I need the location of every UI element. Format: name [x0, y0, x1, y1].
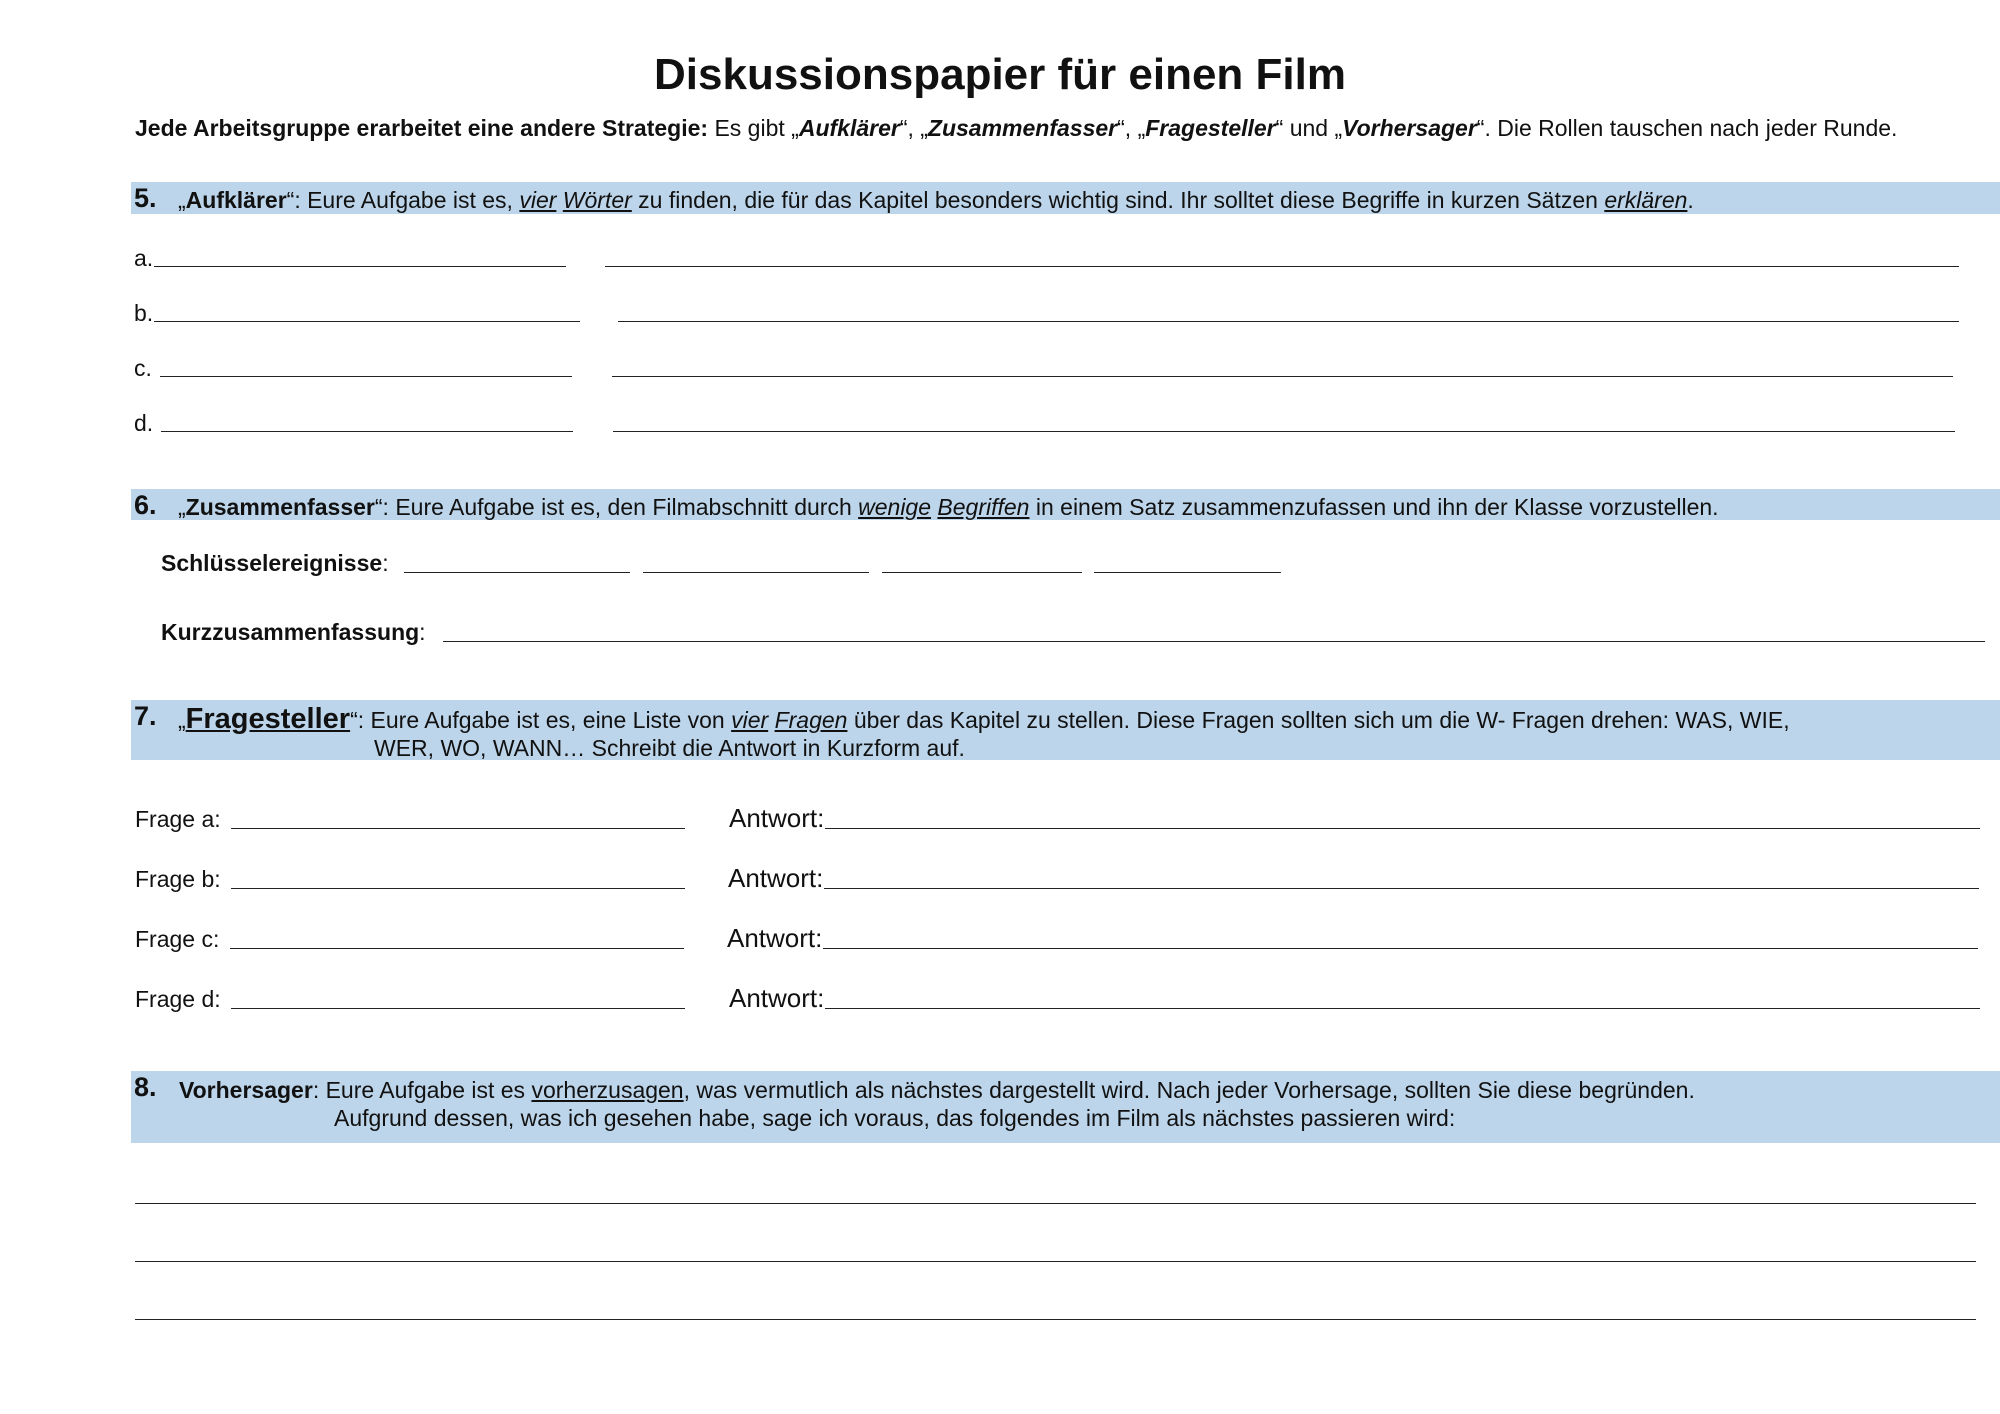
section-5-instruction — [178, 187, 1694, 214]
s6-u1: wenige — [858, 494, 932, 520]
key-event-field-4[interactable] — [1094, 572, 1281, 573]
s6-t2: in einem Satz zusammenzufassen und ihn der Klasse vorzustellen. — [1029, 494, 1719, 520]
page-title: Diskussionspapier für einen Film — [654, 50, 1346, 99]
word-field-c[interactable] — [160, 376, 572, 377]
s5-u1: vier — [519, 187, 557, 213]
answer-label-c: Antwort: — [727, 923, 823, 953]
s5-t2: zu finden, die für das Kapitel besonders wichtig sind. Ihr solltet diese Begriffe in kurzen Sätzen — [631, 187, 1605, 213]
intro-t1: Es gibt „ — [708, 115, 799, 141]
prediction-line-3[interactable] — [135, 1319, 1976, 1320]
section-8-instruction-line2: Aufgrund dessen, was ich gesehen habe, sage ich voraus, das folgendes im Film als nächstes passieren wird: — [334, 1105, 1456, 1131]
summary-label — [161, 619, 426, 646]
s6-role: Zusammenfasser — [185, 494, 375, 520]
section-7-instruction-line2: WER, WO, WANN… Schreibt die Antwort in Kurzform auf. — [374, 735, 965, 761]
word-label-a: a. — [134, 245, 154, 271]
intro-t4: “ und „ — [1275, 115, 1343, 141]
question-label-b: Frage b: — [135, 866, 221, 892]
summary-colon: : — [419, 619, 426, 645]
s5-u3: erklären — [1604, 187, 1688, 213]
section-7-number: 7. — [134, 701, 157, 731]
question-label-a: Frage a: — [135, 806, 221, 832]
intro-t3: “, „ — [1117, 115, 1146, 141]
key-event-field-1[interactable] — [404, 572, 630, 573]
s5-q1: „ — [178, 187, 186, 213]
intro-role-1: Aufklärer — [798, 115, 900, 141]
intro-role-2: Zusammenfasser — [927, 115, 1118, 141]
key-event-field-2[interactable] — [643, 572, 869, 573]
intro-text — [135, 115, 1897, 142]
s8-t2: , was vermutlich als nächstes dargestellt wird. Nach jeder Vorhersage, sollten Sie diese begründen. — [683, 1077, 1695, 1103]
question-field-b[interactable] — [231, 888, 685, 889]
word-explanation-d[interactable] — [613, 431, 1955, 432]
prediction-line-2[interactable] — [135, 1261, 1976, 1262]
answer-label-a: Antwort: — [729, 803, 825, 833]
word-field-a[interactable] — [154, 266, 566, 267]
intro-role-3: Fragesteller — [1145, 115, 1276, 141]
key-events-text: Schlüsselereignisse — [161, 550, 383, 576]
s7-role: Fragesteller — [185, 703, 351, 735]
section-8-instruction — [179, 1077, 1695, 1104]
intro-t5: “. Die Rollen tauschen nach jeder Runde. — [1476, 115, 1898, 141]
word-explanation-b[interactable] — [618, 321, 1959, 322]
word-field-d[interactable] — [161, 431, 573, 432]
word-label-c: c. — [134, 355, 152, 381]
s7-q2: “: Eure Aufgabe ist es, eine Liste von — [350, 707, 732, 733]
answer-field-c[interactable] — [823, 948, 1978, 949]
word-explanation-c[interactable] — [612, 376, 1953, 377]
word-explanation-a[interactable] — [605, 266, 1959, 267]
s8-u1: vorherzusagen — [531, 1077, 684, 1103]
section-8-number: 8. — [134, 1072, 157, 1102]
intro-t2: “, „ — [899, 115, 928, 141]
summary-field[interactable] — [443, 641, 1985, 642]
question-label-d: Frage d: — [135, 986, 221, 1012]
s7-q1: „ — [178, 707, 186, 733]
s5-u2: Wörter — [562, 187, 632, 213]
word-field-b[interactable] — [154, 321, 580, 322]
answer-field-d[interactable] — [825, 1008, 1980, 1009]
s6-u2: Begriffen — [937, 494, 1030, 520]
s8-t1: : Eure Aufgabe ist es — [312, 1077, 532, 1103]
s7-u2: Fragen — [774, 707, 848, 733]
intro-role-4: Vorhersager — [1342, 115, 1477, 141]
section-6-number: 6. — [134, 490, 157, 520]
section-7-instruction — [178, 703, 1790, 736]
key-events-colon: : — [382, 550, 389, 576]
s8-role: Vorhersager — [179, 1077, 313, 1103]
question-field-c[interactable] — [230, 948, 684, 949]
question-field-d[interactable] — [231, 1008, 685, 1009]
s6-q1: „ — [178, 494, 186, 520]
s7-u1: vier — [731, 707, 769, 733]
word-label-d: d. — [134, 410, 154, 436]
section-5-number: 5. — [134, 183, 157, 213]
answer-label-b: Antwort: — [728, 863, 824, 893]
section-6-instruction — [178, 494, 1719, 521]
key-events-label — [161, 550, 389, 577]
question-label-c: Frage c: — [135, 926, 220, 952]
answer-field-a[interactable] — [825, 828, 1980, 829]
s5-q2: “: Eure Aufgabe ist es, — [286, 187, 520, 213]
s6-q2: “: Eure Aufgabe ist es, den Filmabschnitt durch — [374, 494, 859, 520]
s5-t3: . — [1687, 187, 1694, 213]
key-event-field-3[interactable] — [882, 572, 1082, 573]
s7-t2: über das Kapitel zu stellen. Diese Fragen sollten sich um die W- Fragen drehen: WAS, WIE, — [847, 707, 1790, 733]
prediction-line-1[interactable] — [135, 1203, 1976, 1204]
question-field-a[interactable] — [231, 828, 685, 829]
summary-text: Kurzzusammenfassung — [161, 619, 420, 645]
answer-field-b[interactable] — [824, 888, 1979, 889]
word-label-b: b. — [134, 300, 154, 326]
s5-role: Aufklärer — [185, 187, 287, 213]
answer-label-d: Antwort: — [729, 983, 825, 1013]
intro-lead: Jede Arbeitsgruppe erarbeitet eine andere Strategie: — [135, 115, 709, 141]
